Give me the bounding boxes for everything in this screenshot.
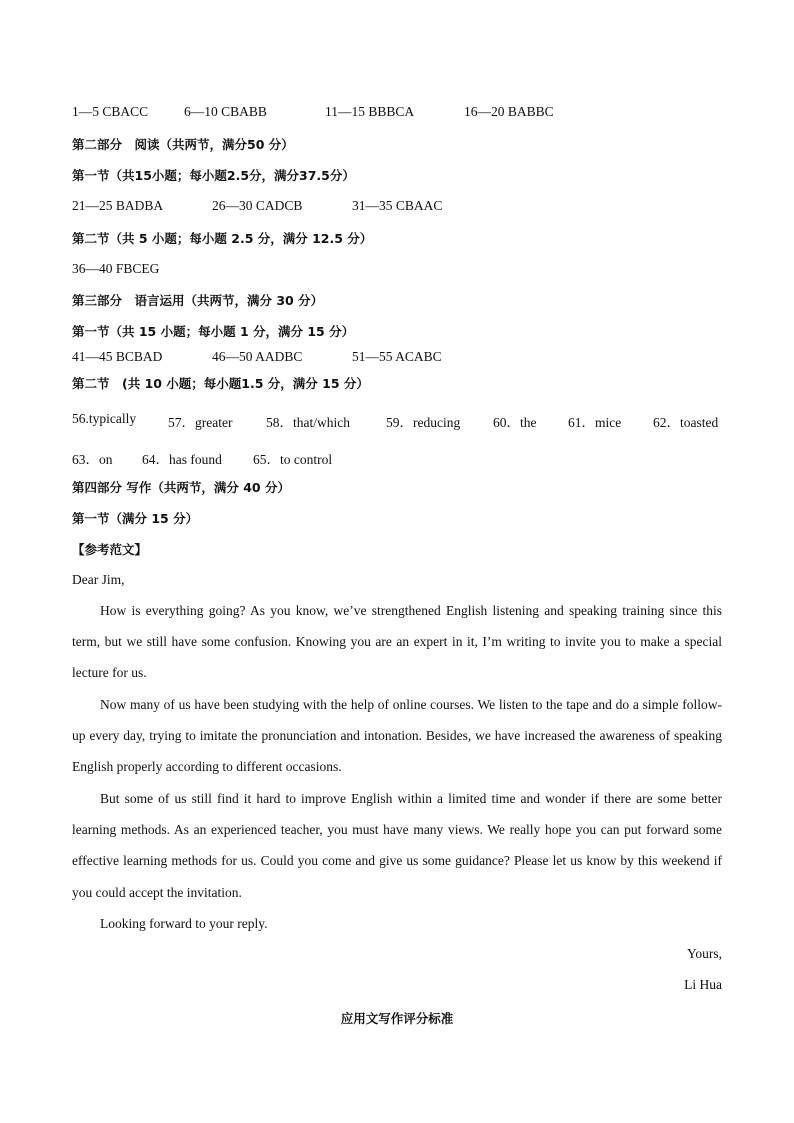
criteria-title: 应用文写作评分标准 [340, 1011, 454, 1026]
letter-paragraph-4: Looking forward to your reply. [100, 916, 268, 931]
part2-section1-heading: 第一节（共15小题；每小题2.5分，满分37.5分） [72, 168, 355, 183]
fill-answer-58: 58．that/which [266, 415, 350, 430]
fill-answer-59: 59．reducing [386, 415, 461, 430]
fill-answer-57: 57．greater [168, 415, 233, 430]
fill-answer-62: 62．toasted [653, 415, 719, 430]
answer-group-36-40: 36—40 FBCEG [72, 261, 160, 276]
letter-paragraph-1: How is everything going? As you know, we’ve strengthened English listening and speaking training since this term, but we still have some confusion. Knowing you are an expert in it, I’m writing to invite you to make a special lecture for us. [72, 603, 722, 681]
letter-paragraph-2: Now many of us have been studying with the help of online courses. We listen to the tape and do a simple follow-up every day, trying to imitate the pronunciation and intonation. Besides, we have increased the awareness of speaking English properly according to different occasions. [72, 697, 722, 775]
part3-section2-heading: 第二节 (共 10 小题；每小题1.5 分，满分 15 分） [72, 376, 369, 391]
letter-paragraph-3: But some of us still find it hard to improve English within a limited time and wonder if there are some better learning methods. As an experienced teacher, you must have many views. We really hope you can put forward some effective learning methods for us. Could you come and give us some guidance? Please let us know by this weekend if you could accept the invitation. [72, 791, 722, 900]
part3-section1-heading: 第一节（共 15 小题；每小题 1 分，满分 15 分） [72, 324, 355, 339]
answer-group-16-20: 16—20 BABBC [464, 104, 554, 119]
part3-heading: 第三部分 语言运用（共两节，满分 30 分） [72, 293, 324, 308]
fill-answer-60: 60．the [493, 415, 537, 430]
answer-group-21-25: 21—25 BADBA [72, 198, 164, 213]
answer-group-11-15: 11—15 BBBCA [325, 104, 415, 119]
fill-answer-61: 61．mice [568, 415, 622, 430]
letter-signature: Li Hua [684, 977, 722, 992]
fill-answer-65: 65．to control [253, 452, 333, 467]
fill-answer-63: 63．on [72, 452, 113, 467]
answer-group-1-5: 1—5 CBACC [72, 104, 149, 119]
answer-group-31-35: 31—35 CBAAC [352, 198, 443, 213]
answer-group-51-55: 51—55 ACABC [352, 349, 442, 364]
answer-group-46-50: 46—50 AADBC [212, 349, 303, 364]
letter-greeting: Dear Jim, [72, 572, 125, 587]
fill-answer-64: 64．has found [142, 452, 222, 467]
answer-group-26-30: 26—30 CADCB [212, 198, 303, 213]
letter-closing: Yours, [686, 946, 722, 961]
fill-answer-56: 56.typically [72, 411, 137, 426]
answer-group-41-45: 41—45 BCBAD [72, 349, 163, 364]
part2-heading: 第二部分 阅读（共两节，满分50 分） [72, 137, 294, 152]
sample-essay-label: 【参考范文】 [72, 542, 148, 557]
part4-section1-heading: 第一节（满分 15 分） [72, 511, 199, 526]
answer-group-6-10: 6—10 CBABB [184, 104, 267, 119]
part2-section2-heading: 第二节（共 5 小题；每小题 2.5 分，满分 12.5 分） [72, 231, 373, 246]
part4-heading: 第四部分 写作（共两节，满分 40 分） [72, 480, 290, 495]
